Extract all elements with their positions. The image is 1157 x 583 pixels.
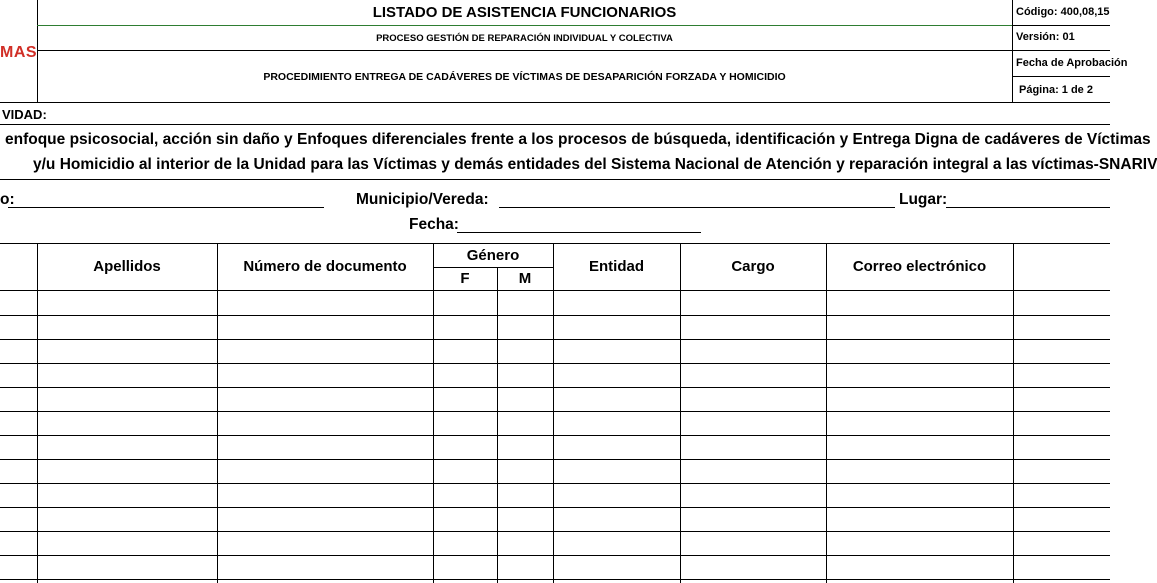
column-header-cargo: Cargo (731, 258, 775, 275)
objective-line-1: enfoque psicosocial, acción sin daño y Enfoques diferenciales frente a los procesos de búsqueda, identificación y Entrega Digna de cadáveres de Víctimas (5, 131, 1151, 148)
approval-date-label: Fecha de Aprobación (1016, 57, 1128, 69)
column-header-apellidos: Apellidos (93, 258, 161, 275)
municipio-line[interactable] (499, 207, 895, 208)
column-header-entidad: Entidad (589, 258, 644, 275)
fecha-line[interactable] (457, 232, 701, 233)
column-header-genero-m: M (518, 270, 532, 287)
procedure-name: PROCEDIMIENTO ENTREGA DE CADÁVERES DE VÍCTIMAS DE DESAPARICIÓN FORZADA Y HOMICIDIO (263, 70, 786, 83)
lugar-label: Lugar: (899, 191, 948, 208)
activity-label: VIDAD: (2, 107, 47, 122)
first-field-line[interactable] (8, 207, 324, 208)
column-header-genero-f: F (460, 270, 470, 287)
column-header-correo: Correo electrónico (852, 258, 987, 275)
lugar-line[interactable] (946, 207, 1110, 208)
document-code: Código: 400,08,15 (1016, 6, 1110, 18)
document-version: Versión: 01 (1016, 31, 1075, 43)
document-title: LISTADO DE ASISTENCIA FUNCIONARIOS (372, 4, 677, 21)
process-name: PROCESO GESTIÓN DE REPARACIÓN INDIVIDUAL Y COLECTIVA (376, 32, 673, 44)
page-number: Página: 1 de 2 (1019, 84, 1093, 96)
column-header-documento: Número de documento (243, 258, 407, 275)
objective-line-2: y/u Homicidio al interior de la Unidad para las Víctimas y demás entidades del Sistema Nacional de Atención y reparación integral a las víctimas-SNARIV (33, 156, 1157, 173)
column-header-genero: Género (466, 246, 520, 264)
first-field-label: o: (0, 191, 15, 208)
fecha-label: Fecha: (409, 216, 459, 233)
organization-logo: MAS (0, 44, 38, 61)
municipio-label: Municipio/Vereda: (356, 191, 489, 208)
